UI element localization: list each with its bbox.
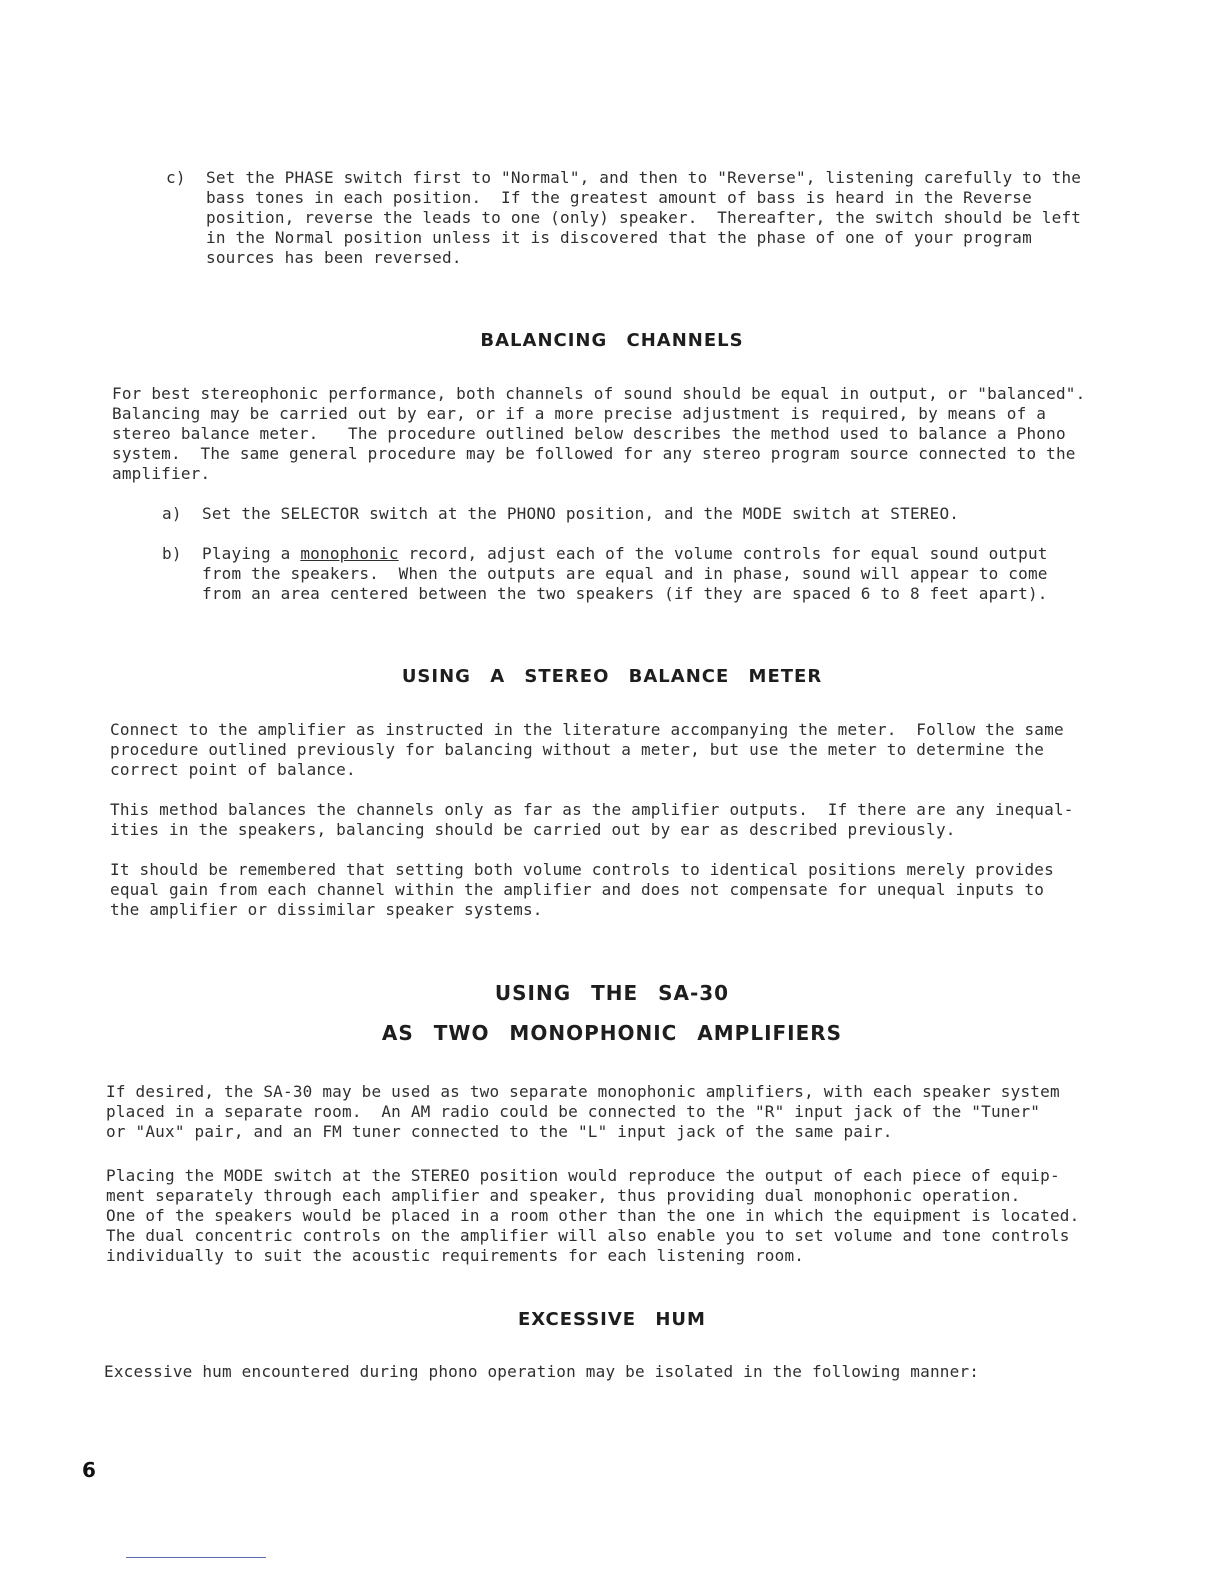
text-line: ities in the speakers, balancing should be carried out by ear as described previously. — [110, 820, 956, 839]
text-line: procedure outlined previously for balancing without a meter, but use the meter to determine the — [110, 740, 1045, 759]
text-line: correct point of balance. — [110, 760, 356, 779]
footer-rule — [126, 1557, 266, 1558]
text-line: This method balances the channels only as far as the amplifier outputs. If there are any inequal- — [110, 800, 1074, 819]
balancing-channels-heading: BALANCING CHANNELS — [480, 330, 744, 351]
text-line: position, reverse the leads to one (only) speaker. Thereafter, the switch should be left — [206, 208, 1082, 227]
text-line: stereo balance meter. The procedure outlined below describes the method used to balance a Phono — [112, 424, 1066, 443]
text-line: If desired, the SA-30 may be used as two separate monophonic amplifiers, with each speaker system — [106, 1082, 1060, 1101]
text-line: sources has been reversed. — [206, 248, 462, 267]
mono-paragraph-2 — [106, 1166, 1079, 1266]
text-line: bass tones in each position. If the greatest amount of bass is heard in the Reverse — [206, 188, 1032, 207]
text-line: individually to suit the acoustic requirements for each listening room. — [106, 1246, 805, 1265]
step-b-marker: b) — [162, 544, 182, 563]
text-line: equal gain from each channel within the amplifier and does not compensate for unequal inputs to — [110, 880, 1045, 899]
page-number: 6 — [82, 1458, 96, 1482]
text-line: Connect to the amplifier as instructed in the literature accompanying the meter. Follow the same — [110, 720, 1064, 739]
text-line: For best stereophonic performance, both channels of sound should be equal in output, or "balanced". — [112, 384, 1086, 403]
using-sa30-heading: USING THE SA-30 — [494, 981, 730, 1005]
mono-paragraph-1 — [106, 1082, 1060, 1142]
text-line: It should be remembered that setting both volume controls to identical positions merely provides — [110, 860, 1054, 879]
text-line: amplifier. — [112, 464, 211, 483]
text-line: system. The same general procedure may be followed for any stereo program source connected to the — [112, 444, 1076, 463]
text-line: The dual concentric controls on the amplifier will also enable you to set volume and tone controls — [106, 1226, 1070, 1245]
meter-paragraph-1 — [110, 720, 1064, 780]
text-fragment: Playing a — [202, 544, 301, 563]
text-line: or "Aux" pair, and an FM tuner connected to the "L" input jack of the same pair. — [106, 1122, 893, 1141]
text-line: the amplifier or dissimilar speaker systems. — [110, 900, 543, 919]
step-a-marker: a) — [162, 504, 182, 523]
text-line: Excessive hum encountered during phono operation may be isolated in the following manner: — [104, 1362, 980, 1381]
phase-step-paragraph — [206, 168, 1081, 268]
step-a-text — [202, 504, 959, 524]
text-line: One of the speakers would be placed in a room other than the one in which the equipment is located. — [106, 1206, 1080, 1225]
text-line: placed in a separate room. An AM radio could be connected to the "R" input jack of the "Tuner" — [106, 1102, 1041, 1121]
text-line: Balancing may be carried out by ear, or if a more precise adjustment is required, by means of a — [112, 404, 1047, 423]
underlined-term: monophonic — [300, 544, 399, 563]
hum-paragraph — [104, 1362, 979, 1382]
text-line: from an area centered between the two speakers (if they are spaced 6 to 8 feet apart). — [202, 584, 1048, 603]
text-line: Set the PHASE switch first to "Normal", and then to "Reverse", listening carefully to the — [206, 168, 1082, 187]
balancing-intro-paragraph — [112, 384, 1085, 484]
meter-paragraph-2 — [110, 800, 1074, 840]
text-line — [202, 544, 1048, 564]
text-line: in the Normal position unless it is discovered that the phase of one of your program — [206, 228, 1032, 247]
text-line: Placing the MODE switch at the STEREO position would reproduce the output of each piece of equip- — [106, 1166, 1060, 1185]
text-line: from the speakers. When the outputs are equal and in phase, sound will appear to come — [202, 564, 1048, 583]
excessive-hum-heading: EXCESSIVE HUM — [518, 1309, 706, 1330]
two-monophonic-amplifiers-heading: AS TWO MONOPHONIC AMPLIFIERS — [381, 1021, 843, 1045]
meter-paragraph-3 — [110, 860, 1054, 920]
step-c-marker: c) — [166, 168, 186, 187]
text-line: Set the SELECTOR switch at the PHONO position, and the MODE switch at STEREO. — [202, 504, 960, 523]
step-b-paragraph — [202, 544, 1048, 604]
text-line: ment separately through each amplifier and speaker, thus providing dual monophonic operation. — [106, 1186, 1021, 1205]
stereo-balance-meter-heading: USING A STEREO BALANCE METER — [401, 666, 823, 687]
text-fragment: record, adjust each of the volume controls for equal sound output — [398, 544, 1048, 563]
